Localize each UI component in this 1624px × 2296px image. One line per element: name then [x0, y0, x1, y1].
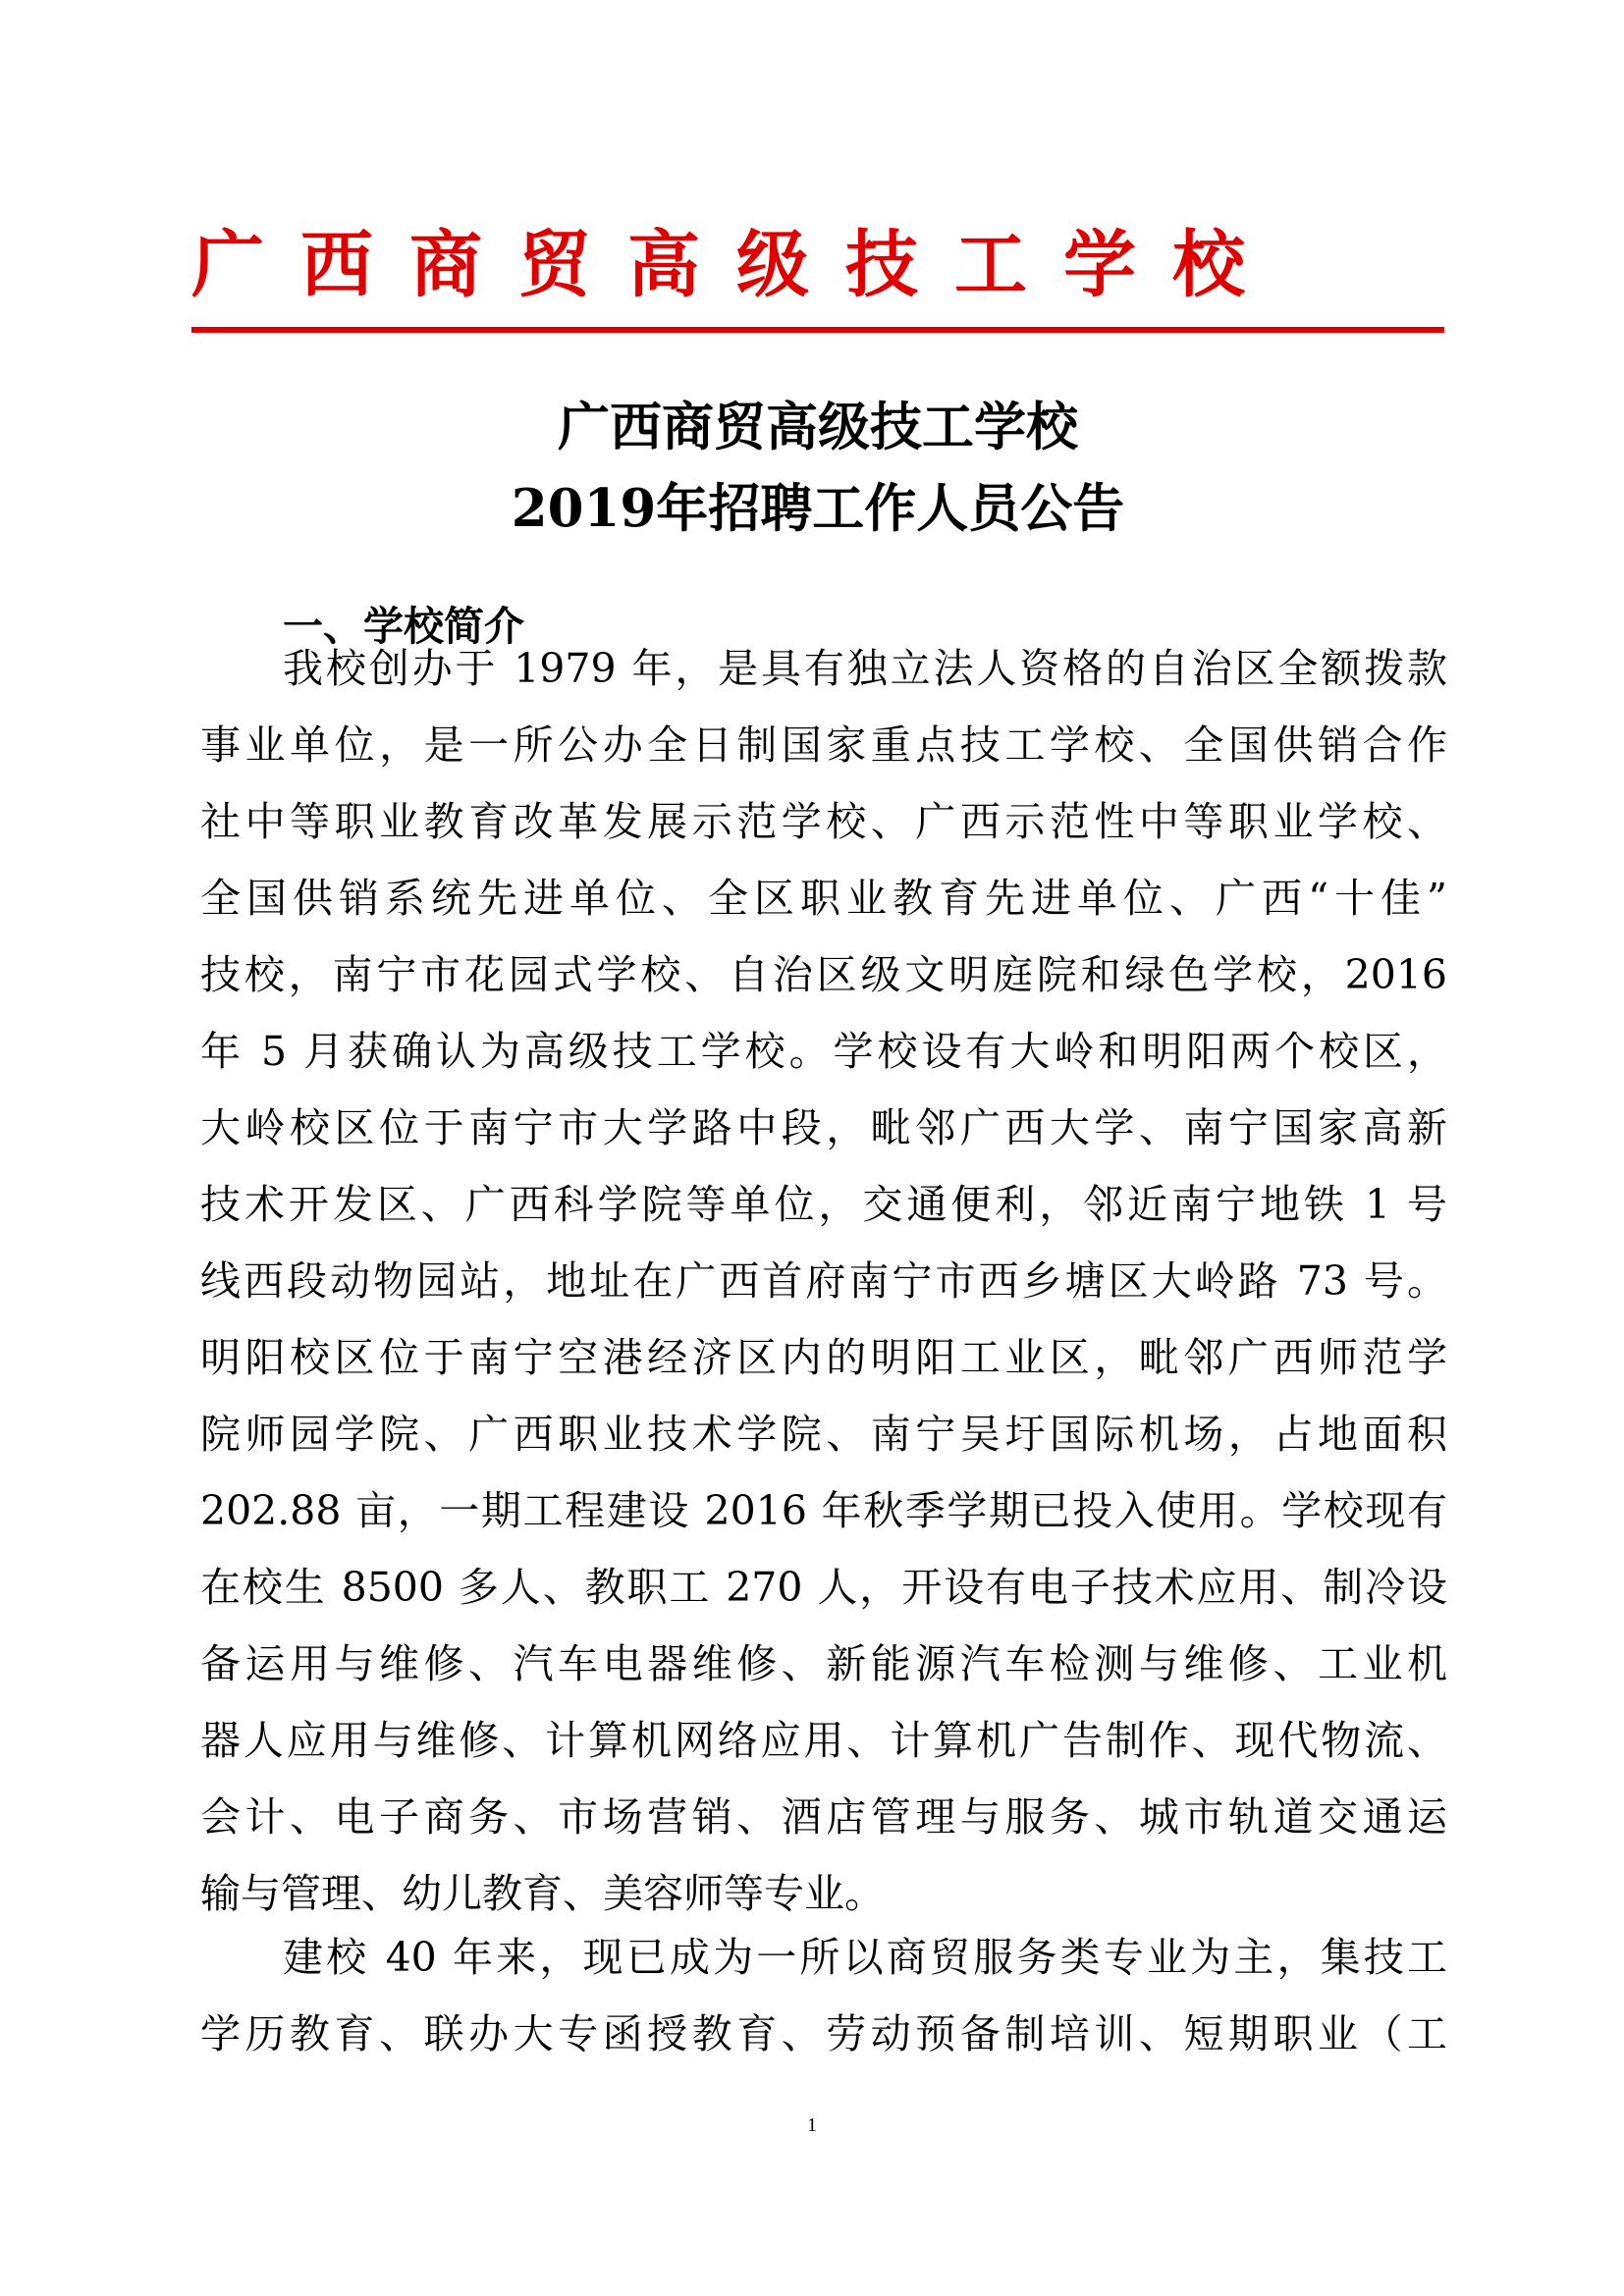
paragraph-line: 技术开发区、广西科学院等单位，交通便利，邻近南宁地铁 1 号 — [200, 1181, 1447, 1228]
paragraph-line: 年 5 月获确认为高级技工学校。学校设有大岭和明阳两个校区， — [200, 1028, 1447, 1075]
paragraph-line: 线西段动物园站，地址在广西首府南宁市西乡塘区大岭路 73 号。 — [200, 1257, 1447, 1305]
paragraph-line: 202.88 亩，一期工程建设 2016 年秋季学期已投入使用。学校现有 — [200, 1487, 1447, 1534]
paragraph-line: 院师园学院、广西职业技术学院、南宁吴圩国际机场，占地面积 — [200, 1411, 1447, 1458]
paragraph-line: 学历教育、联办大专函授教育、劳动预备制培训、短期职业（工 — [200, 2010, 1447, 2057]
paragraph-line: 建校 40 年来，现已成为一所以商贸服务类专业为主，集技工 — [283, 1934, 1447, 1981]
paragraph-school-intro — [200, 630, 1447, 1932]
page-number: 1 — [807, 2114, 817, 2136]
document-title-line-2: 2019年招聘工作人员公告 — [511, 478, 1125, 539]
paragraph-line: 技校，南宁市花园式学校、自治区级文明庭院和绿色学校，2016 — [200, 951, 1447, 998]
paragraph-line: 事业单位，是一所公办全日制国家重点技工学校、全国供销合作 — [200, 721, 1447, 769]
paragraph-line: 全国供销系统先进单位、全区职业教育先进单位、广西“十佳” — [200, 875, 1447, 922]
document-title-line-1: 广西商贸高级技工学校 — [558, 397, 1078, 457]
paragraph-line: 在校生 8500 多人、教职工 270 人，开设有电子技术应用、制冷设 — [200, 1564, 1447, 1611]
paragraph-line: 器人应用与维修、计算机网络应用、计算机广告制作、现代物流、 — [200, 1717, 1447, 1764]
paragraph-line: 大岭校区位于南宁市大学路中段，毗邻广西大学、南宁国家高新 — [200, 1104, 1447, 1151]
paragraph-line: 社中等职业教育改革发展示范学校、广西示范性中等职业学校、 — [200, 798, 1447, 845]
paragraph-line: 我校创办于 1979 年，是具有独立法人资格的自治区全额拨款 — [283, 645, 1447, 692]
letterhead-divider — [191, 327, 1444, 333]
section-heading-school-intro: 一、学校简介 — [283, 603, 524, 650]
paragraph-line: 备运用与维修、汽车电器维修、新能源汽车检测与维修、工业机 — [200, 1640, 1447, 1687]
school-letterhead-title: 广西商贸高级技工学校 — [191, 223, 1281, 307]
paragraph-line: 输与管理、幼儿教育、美容师等专业。 — [200, 1870, 885, 1917]
paragraph-line: 会计、电子商务、市场营销、酒店管理与服务、城市轨道交通运 — [200, 1793, 1447, 1841]
paragraph-line: 明阳校区位于南宁空港经济区内的明阳工业区，毗邻广西师范学 — [200, 1334, 1447, 1381]
paragraph-school-history — [200, 1919, 1447, 2072]
